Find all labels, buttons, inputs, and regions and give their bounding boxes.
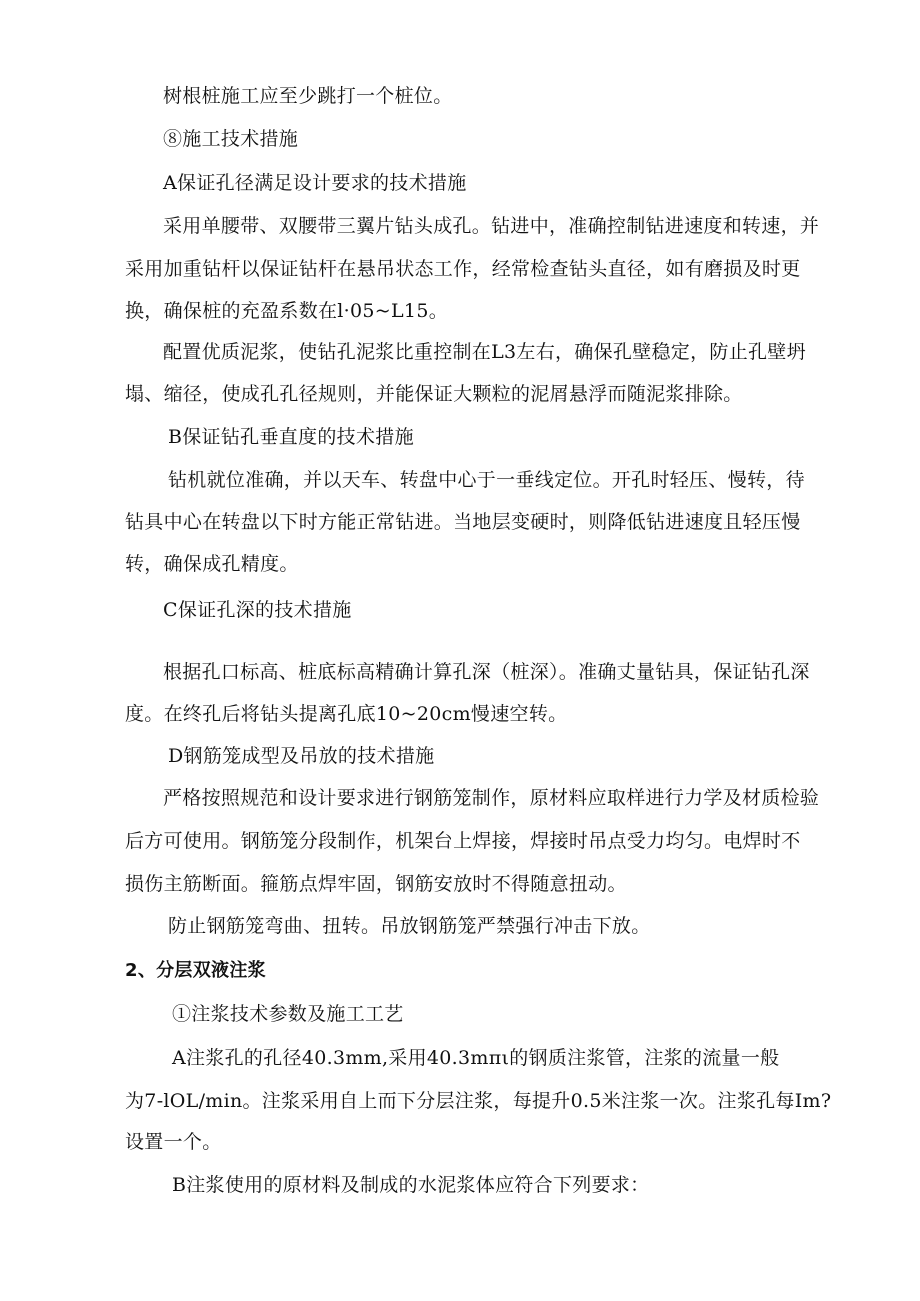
paragraph-line: 设置一个。 bbox=[125, 1131, 222, 1153]
paragraph-line: 采用单腰带、双腰带三翼片钻头成孔。钻进中，准确控制钻进速度和转速，并 bbox=[163, 215, 820, 237]
subsection-heading: D钢筋笼成型及吊放的技术措施 bbox=[168, 745, 435, 767]
paragraph-line: 钻机就位准确，并以天车、转盘中心于一垂线定位。开孔时轻压、慢转，待 bbox=[168, 469, 805, 491]
paragraph-line: A注浆孔的孔径40.3mm,采用40.3mπι的钢质注浆管，注浆的流量一般 bbox=[172, 1047, 780, 1069]
paragraph-line: 树根桩施工应至少跳打一个桩位。 bbox=[163, 85, 453, 107]
paragraph-line: 配置优质泥浆，使钻孔泥浆比重控制在L3左右，确保孔壁稳定，防止孔壁坍 bbox=[163, 341, 806, 363]
paragraph-line: 防止钢筋笼弯曲、扭转。吊放钢筋笼严禁强行冲击下放。 bbox=[168, 915, 651, 937]
subsection-heading: C保证孔深的技术措施 bbox=[163, 599, 352, 621]
subsection-heading: B注浆使用的原材料及制成的水泥浆体应符合下列要求： bbox=[172, 1174, 650, 1196]
subsection-heading: A保证孔径满足设计要求的技术措施 bbox=[163, 172, 467, 194]
paragraph-line: 转，确保成孔精度。 bbox=[125, 553, 299, 575]
paragraph-line: 根据孔口标高、桩底标高精确计算孔深（桩深）。准确丈量钻具，保证钻孔深 bbox=[163, 661, 810, 683]
paragraph-line: 度。在终孔后将钻头提离孔底10~20cm慢速空转。 bbox=[125, 703, 568, 725]
paragraph-line: 为7-lOL/min。注浆采用自上而下分层注浆，每提升0.5米注浆一次。注浆孔每Im? bbox=[125, 1090, 832, 1112]
paragraph-line: 钻具中心在转盘以下时方能正常钻进。当地层变硬时，则降低钻进速度且轻压慢 bbox=[125, 511, 801, 533]
section-heading: ①注浆技术参数及施工工艺 bbox=[172, 1003, 404, 1025]
paragraph-line: 塌、缩径，使成孔孔径规则，并能保证大颗粒的泥屑悬浮而随泥浆排除。 bbox=[125, 383, 743, 405]
chapter-heading: 2、分层双液注浆 bbox=[125, 960, 266, 981]
paragraph-line: 后方可使用。钢筋笼分段制作，机架台上焊接，焊接时吊点受力均匀。电焊时不 bbox=[125, 830, 801, 852]
paragraph-line: 严格按照规范和设计要求进行钢筋笼制作，原材料应取样进行力学及材质检验 bbox=[163, 787, 820, 809]
subsection-heading: B保证钻孔垂直度的技术措施 bbox=[168, 426, 414, 448]
paragraph-line: 换，确保桩的充盈系数在l·05~L15。 bbox=[125, 300, 449, 322]
paragraph-line: 损伤主筋断面。箍筋点焊牢固，钢筋安放时不得随意扭动。 bbox=[125, 873, 627, 895]
paragraph-line: 采用加重钻杆以保证钻杆在悬吊状态工作，经常检查钻头直径，如有磨损及时更 bbox=[125, 258, 801, 280]
section-heading: ⑧施工技术措施 bbox=[163, 128, 299, 150]
